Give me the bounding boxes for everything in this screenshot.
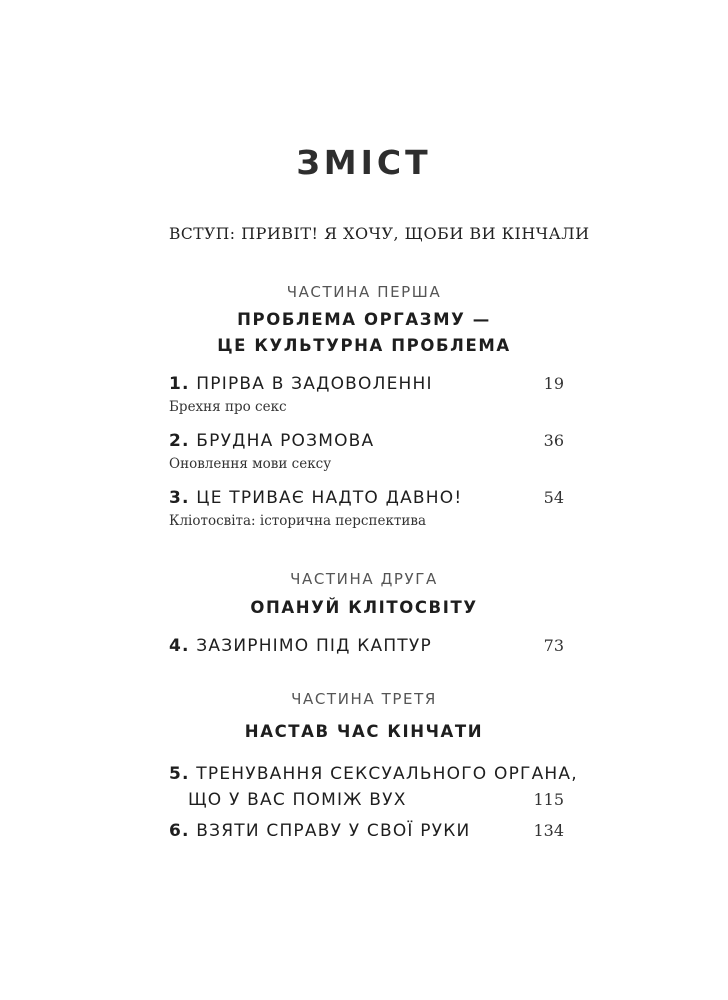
chapter-entry	[169, 762, 578, 812]
part-label: ЧАСТИНА ПЕРША	[286, 283, 442, 301]
chapter-entry	[169, 634, 564, 658]
chapter-page-number: 134	[533, 821, 564, 840]
chapter-number: 5.	[169, 764, 190, 784]
part-title-line: ОПАНУЙ КЛІТОСВІТУ	[250, 598, 478, 617]
chapter-entry	[169, 486, 564, 529]
chapter-page-number: 19	[543, 374, 564, 393]
part-label: ЧАСТИНА ДРУГА	[290, 570, 438, 588]
part-label: ЧАСТИНА ТРЕТЯ	[291, 690, 437, 708]
part-title	[0, 595, 728, 621]
chapter-subtitle: Оновлення мови сексу	[169, 456, 332, 472]
chapter-title-continued: ЩО У ВАС ПОМІЖ ВУХ	[188, 790, 407, 810]
chapter-number: 6.	[169, 821, 190, 841]
chapter-entry	[169, 372, 564, 415]
chapter-title	[169, 429, 374, 453]
chapter-title	[169, 762, 578, 786]
part-title-line: НАСТАВ ЧАС КІНЧАТИ	[244, 722, 484, 741]
chapter-entry	[169, 429, 564, 472]
chapter-title	[169, 486, 462, 510]
part-title-line: ПРОБЛЕМА ОРГАЗМУ —	[237, 310, 491, 329]
chapter-title-text: ПРІРВА В ЗАДОВОЛЕННІ	[196, 374, 433, 394]
chapter-number: 4.	[169, 636, 190, 656]
chapter-title-text: ТРЕНУВАННЯ СЕКСУАЛЬНОГО ОРГАНА,	[196, 764, 578, 784]
chapter-number: 2.	[169, 431, 190, 451]
chapter-entry	[169, 819, 564, 843]
chapter-page-number: 36	[543, 431, 564, 450]
chapter-page-number: 73	[543, 636, 564, 655]
chapter-page-number: 54	[543, 488, 564, 507]
page-title: ЗМІСТ	[296, 143, 432, 182]
chapter-title	[169, 819, 470, 843]
chapter-title-text: БРУДНА РОЗМОВА	[196, 431, 375, 451]
chapter-title-text: ЗАЗИРНІМО ПІД КАПТУР	[196, 636, 432, 656]
chapter-subtitle: Брехня про секс	[169, 399, 287, 415]
intro-entry	[169, 224, 590, 243]
chapter-title-text: ЦЕ ТРИВАЄ НАДТО ДАВНО!	[196, 488, 463, 508]
chapter-number: 1.	[169, 374, 190, 394]
part-title-line: ЦЕ КУЛЬТУРНА ПРОБЛЕМА	[217, 336, 511, 355]
chapter-number: 3.	[169, 488, 190, 508]
intro-label: ВСТУП:	[169, 225, 236, 243]
chapter-title	[169, 634, 432, 658]
chapter-title-text: ВЗЯТИ СПРАВУ У СВОЇ РУКИ	[196, 821, 471, 841]
chapter-subtitle: Кліотосвіта: історична перспектива	[169, 513, 427, 529]
intro-title: ПРИВІТ! Я ХОЧУ, ЩОБИ ВИ КІНЧАЛИ	[241, 224, 590, 243]
part-title	[0, 307, 728, 359]
chapter-page-number: 115	[533, 790, 564, 809]
part-title	[0, 719, 728, 745]
chapter-title	[169, 372, 433, 396]
